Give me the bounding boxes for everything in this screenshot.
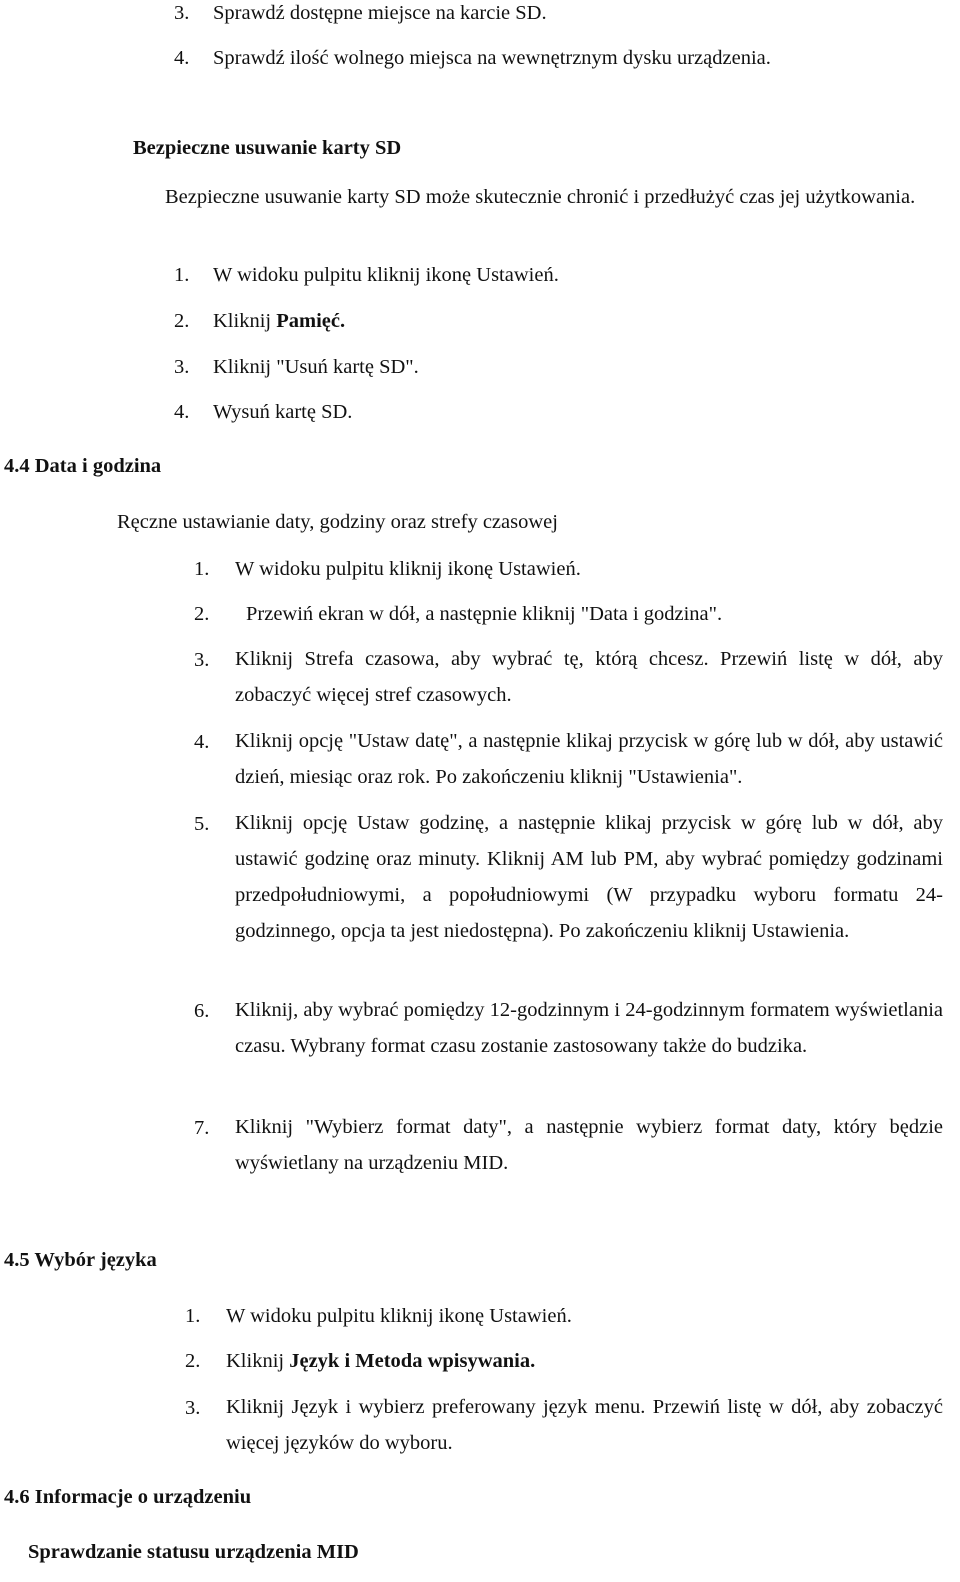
list-number: 1. [174,264,190,286]
list-item-text: Kliknij Język i wybierz preferowany język menu. Przewiń listę w dół, aby zobaczyć więcej języków do wyboru. [226,1396,943,1454]
list-number: 2. [174,310,190,332]
list-item-text: W widoku pulpitu kliknij ikonę Ustawień. [213,264,559,286]
list-item-text: Kliknij opcję "Ustaw datę", a następnie klikaj przycisk w górę lub w dół, aby ustawić dzień, miesiąc oraz rok. Po zakończeniu kliknij "Ustawienia". [235,730,943,788]
list-number: 5. [194,813,210,835]
list-item-text: Kliknij Pamięć. [213,310,346,332]
list-number: 3. [194,649,210,671]
section-heading-date-time: 4.4 Data i godzina [4,455,162,477]
list-item-text: Kliknij "Wybierz format daty", a następnie wybierz format daty, który będzie wyświetlany na urządzeniu MID. [235,1116,943,1174]
list-item-text: Kliknij Strefa czasowa, aby wybrać tę, którą chcesz. Przewiń listę w dół, aby zobaczyć więcej stref czasowych. [235,648,943,706]
date-time-subheading: Ręczne ustawianie daty, godziny oraz strefy czasowej [117,511,558,533]
list-number: 2. [194,603,210,625]
ui-term-memory: Pamięć. [276,310,346,332]
list-number: 1. [185,1305,201,1327]
list-item-text: Kliknij opcję Ustaw godzinę, a następnie klikaj przycisk w górę lub w dół, aby ustawić godzinę oraz minuty. Kliknij AM lub PM, aby wybrać pomiędzy godzinami przedpołudniowymi, a popołudniowymi (W przypadku wyboru formatu 24-godzinnego, opcja ta jest niedostępna). Po zakończeniu kliknij Ustawienia. [235,812,943,942]
list-number: 6. [194,1000,210,1022]
sd-removal-intro: Bezpieczne usuwanie karty SD może skutecznie chronić i przedłużyć czas jej użytkowania. [165,186,916,208]
list-number: 7. [194,1117,210,1139]
list-number: 4. [174,47,190,69]
list-number: 1. [194,558,210,580]
list-item-text: Sprawdź ilość wolnego miejsca na wewnętrznym dysku urządzenia. [213,47,771,69]
list-item-text: Kliknij "Usuń kartę SD". [213,356,419,378]
list-number: 2. [185,1350,201,1372]
list-item-text: W widoku pulpitu kliknij ikonę Ustawień. [226,1305,572,1327]
list-item-text: Sprawdź dostępne miejsce na karcie SD. [213,2,547,24]
device-info-subheading: Sprawdzanie statusu urządzenia MID [28,1541,359,1563]
list-number: 4. [174,401,190,423]
list-item-text: Wysuń kartę SD. [213,401,353,423]
list-item-text: W widoku pulpitu kliknij ikonę Ustawień. [235,558,581,580]
list-item-text: Kliknij Język i Metoda wpisywania. [226,1350,536,1372]
list-number: 3. [185,1397,201,1419]
list-number: 3. [174,2,190,24]
section-heading-sd-removal: Bezpieczne usuwanie karty SD [133,137,402,159]
section-heading-device-info: 4.6 Informacje o urządzeniu [4,1486,252,1508]
ui-term-language-input: Język i Metoda wpisywania. [289,1350,536,1372]
section-heading-language: 4.5 Wybór języka [4,1249,157,1271]
list-number: 4. [194,731,210,753]
list-item-text: Kliknij, aby wybrać pomiędzy 12-godzinnym i 24-godzinnym formatem wyświetlania czasu. Wybrany format czasu zostanie zastosowany także do budzika. [235,999,943,1057]
list-number: 3. [174,356,190,378]
list-item-text: Przewiń ekran w dół, a następnie kliknij "Data i godzina". [246,603,723,625]
